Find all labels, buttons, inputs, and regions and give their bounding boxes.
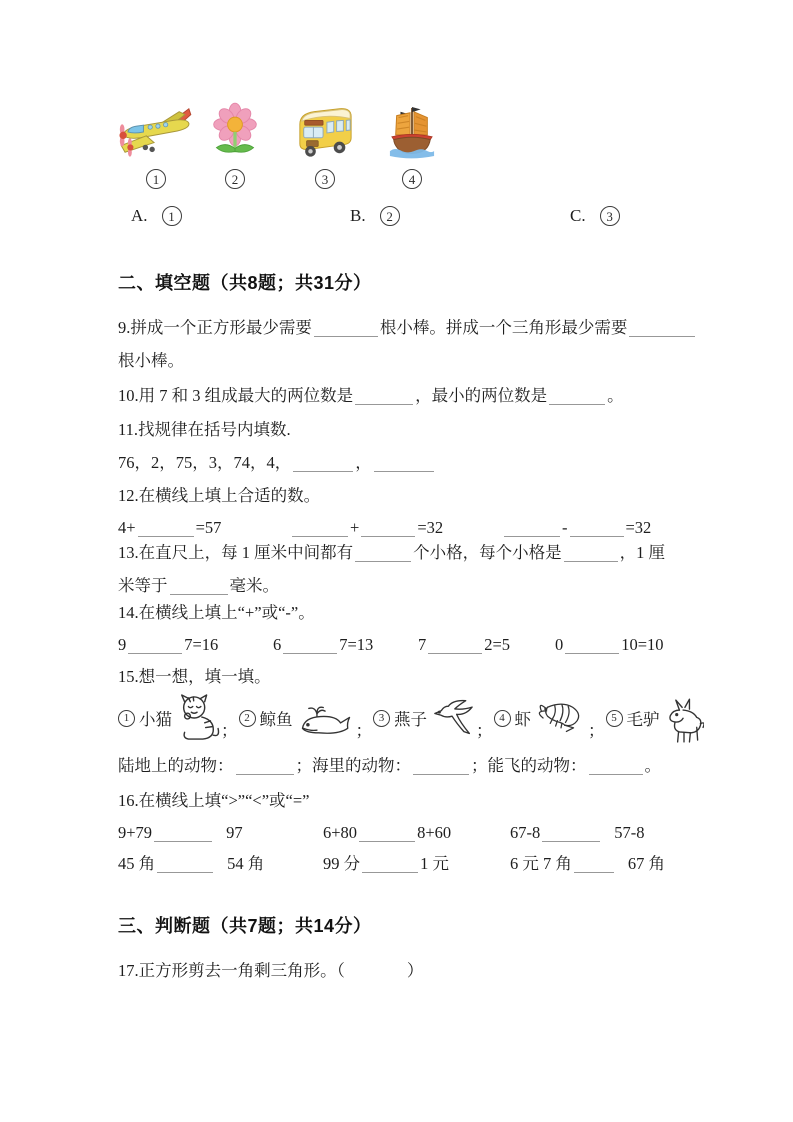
- flower-image-box: [210, 102, 260, 160]
- text-run: 7: [418, 635, 427, 654]
- text-run: 45 角: [118, 854, 156, 873]
- q14-equations-col: [273, 633, 373, 657]
- text-run: 10.用 7 和 3 组成最大的两位数是: [118, 386, 354, 405]
- animal-separator: ；: [221, 721, 238, 740]
- answer-blank: [428, 650, 482, 654]
- bus-icon: [293, 101, 357, 161]
- bus-image-box: [293, 102, 357, 160]
- answer-blank: [314, 333, 378, 337]
- answer-blank: [292, 533, 348, 537]
- text-run: 15.想一想，填一填。: [118, 667, 271, 686]
- answer-blank: [361, 533, 415, 537]
- answer-blank: [362, 869, 418, 873]
- text-run: +: [350, 518, 360, 537]
- animal-separator: ；: [476, 721, 493, 740]
- text-run: 6+80: [323, 823, 358, 842]
- figure-label-3: 3: [315, 169, 335, 189]
- answer-blank: [542, 838, 600, 842]
- boat-image-box: [388, 102, 436, 160]
- text-run: 13.在直尺上，每 1 厘米中间都有: [118, 543, 354, 562]
- option-c: [570, 206, 620, 226]
- answer-blank: [413, 771, 469, 775]
- text-run: 17.正方形剪去一角剩三角形。（: [118, 961, 345, 980]
- q16-row1-col: [323, 821, 451, 845]
- animal-name-cat: 小猫: [139, 710, 172, 729]
- text-run: 个小格，每个小格是: [413, 543, 562, 562]
- animal-name-swallow: 燕子: [394, 710, 427, 729]
- answer-blank: [565, 650, 619, 654]
- q16: [118, 789, 309, 813]
- animal-item-shrimp: [494, 699, 588, 737]
- cat-icon: [176, 693, 220, 743]
- q10: [118, 384, 624, 408]
- text-run: 67-8: [510, 823, 541, 842]
- answer-blank: [293, 468, 353, 472]
- text-run: 9+79: [118, 823, 153, 842]
- text-run: 6 元 7 角: [510, 854, 572, 873]
- animal-label-2: 2: [239, 710, 256, 727]
- text-run: 16.在横线上填“>”“<”或“=”: [118, 791, 310, 810]
- answer-blank: [504, 533, 560, 537]
- q14-equations-col: [555, 633, 664, 657]
- answer-blank: [564, 558, 618, 562]
- option-c-letter: C.: [570, 206, 586, 225]
- q12-equations-col: [118, 516, 221, 540]
- text-run: 9: [118, 635, 127, 654]
- option-a-value: 1: [162, 206, 182, 226]
- donkey-icon: [664, 698, 704, 744]
- text-run: 根小棒。拼成一个三角形最少需要: [379, 318, 628, 337]
- animal-name-shrimp: 虾: [514, 710, 531, 729]
- answer-blank: [570, 533, 624, 537]
- answer-blank: [549, 401, 605, 405]
- section-judge-title: [118, 914, 372, 938]
- sailboat-icon: [388, 103, 436, 159]
- text-run: 米等于: [118, 576, 168, 595]
- text-run: =32: [625, 518, 652, 537]
- text-run: 12.在横线上填上合适的数。: [118, 486, 321, 505]
- answer-blank: [170, 591, 228, 595]
- text-run: 根小棒。: [118, 351, 184, 370]
- q16-row2-col: [118, 852, 264, 876]
- text-run: 11.找规律在括号内填数.: [118, 420, 291, 439]
- answer-blank: [355, 401, 413, 405]
- option-b: [350, 206, 400, 226]
- answer-blank: [359, 838, 415, 842]
- text-run: 57-8: [614, 823, 645, 842]
- option-c-value: 3: [600, 206, 620, 226]
- q11: [118, 418, 291, 442]
- text-run: 二、填空题（共8题；共31分）: [118, 273, 372, 293]
- animal-item-swallow: [373, 698, 475, 738]
- option-b-value: 2: [380, 206, 400, 226]
- q9-line2: [118, 349, 184, 373]
- text-run: ）: [406, 961, 424, 980]
- figure-label-4: 4: [402, 169, 422, 189]
- animal-separator: ；: [355, 721, 372, 740]
- text-run: 。: [644, 756, 661, 775]
- text-run: 76，2，75，3，74，4，: [118, 453, 292, 472]
- q17: [118, 959, 423, 983]
- figure-bus: [292, 102, 358, 189]
- figure-airplane: [112, 102, 200, 189]
- text-run: 10=10: [621, 635, 664, 654]
- option-a-letter: A.: [131, 206, 148, 225]
- q16-row2-col: [510, 852, 665, 876]
- animal-name-whale: 鲸鱼: [259, 710, 293, 729]
- text-run: 6: [273, 635, 282, 654]
- text-run: ，最小的两位数是: [415, 386, 548, 405]
- text-run: ，1 厘: [619, 543, 665, 562]
- animal-label-1: 1: [118, 710, 135, 727]
- flower-icon: [210, 102, 260, 160]
- text-run: =57: [195, 518, 222, 537]
- animal-label-4: 4: [494, 710, 511, 727]
- airplane-image-box: [113, 102, 199, 160]
- section-fill-in-title: [118, 271, 372, 295]
- whale-icon: [297, 703, 355, 741]
- text-run: 陆地上的动物：: [118, 756, 234, 775]
- q9-line1: [118, 316, 697, 340]
- text-run: 4+: [118, 518, 136, 537]
- q12-equations-col: [502, 516, 651, 540]
- answer-blank: [574, 869, 614, 873]
- answer-blank: [629, 333, 695, 337]
- option-b-letter: B.: [350, 206, 366, 225]
- text-run: 7=16: [184, 635, 219, 654]
- text-run: ；海里的动物：: [295, 756, 411, 775]
- answer-blank: [236, 771, 294, 775]
- q14-equations-col: [118, 633, 218, 657]
- text-run: 1 元: [420, 854, 449, 873]
- text-run: 54 角: [227, 854, 265, 873]
- q11-sequence: [118, 451, 436, 475]
- q14-equations-col: [418, 633, 510, 657]
- answer-blank: [154, 838, 212, 842]
- q16-row2-col: [323, 852, 449, 876]
- figure-label-2: 2: [225, 169, 245, 189]
- text-run: 7=13: [339, 635, 374, 654]
- option-a: [131, 206, 182, 226]
- figure-flower: [208, 102, 262, 189]
- animal-label-3: 3: [373, 710, 390, 727]
- text-run: 。: [607, 386, 624, 405]
- q15: [118, 665, 271, 689]
- q14: [118, 601, 315, 625]
- text-run: 2=5: [484, 635, 511, 654]
- answer-blank: [128, 650, 182, 654]
- animal-item-donkey: [606, 692, 704, 744]
- airplane-icon: [113, 102, 199, 160]
- animal-name-donkey: 毛驴: [626, 710, 660, 729]
- shrimp-icon: [535, 699, 587, 737]
- text-run: 67 角: [627, 854, 665, 873]
- q16-row1-col: [510, 821, 645, 845]
- animal-item-cat: [118, 693, 220, 743]
- text-run: ；能飞的动物：: [471, 756, 587, 775]
- q12: [118, 484, 320, 508]
- answer-blank: [138, 533, 194, 537]
- answer-blank: [355, 558, 411, 562]
- answer-blank: [283, 650, 337, 654]
- figure-boat: [386, 102, 438, 189]
- text-run: 三、判断题（共7题；共14分）: [118, 916, 372, 936]
- text-run: 14.在横线上填上“+”或“-”。: [118, 603, 315, 622]
- q13-line1: [118, 541, 665, 565]
- q12-equations-col: [290, 516, 443, 540]
- animal-separator: ；: [588, 721, 605, 740]
- answer-blank: [374, 468, 434, 472]
- text-run: 97: [226, 823, 243, 842]
- text-run: 8+60: [417, 823, 452, 842]
- text-run: 0: [555, 635, 564, 654]
- answer-blank: [589, 771, 643, 775]
- answer-blank: [157, 869, 213, 873]
- q16-row1-col: [118, 821, 243, 845]
- text-run: =32: [417, 518, 444, 537]
- text-run: 9.拼成一个正方形最少需要: [118, 318, 312, 337]
- q15-animal-row: [118, 688, 704, 748]
- figure-label-1: 1: [146, 169, 166, 189]
- animal-item-whale: [239, 695, 355, 741]
- text-run: -: [562, 518, 568, 537]
- q13-line2: [118, 574, 279, 598]
- text-run: ，: [355, 453, 372, 472]
- text-run: 99 分: [323, 854, 361, 873]
- animal-label-5: 5: [606, 710, 623, 727]
- text-run: 毫米。: [229, 576, 279, 595]
- q15-answers: [118, 754, 661, 778]
- swallow-icon: [431, 698, 475, 738]
